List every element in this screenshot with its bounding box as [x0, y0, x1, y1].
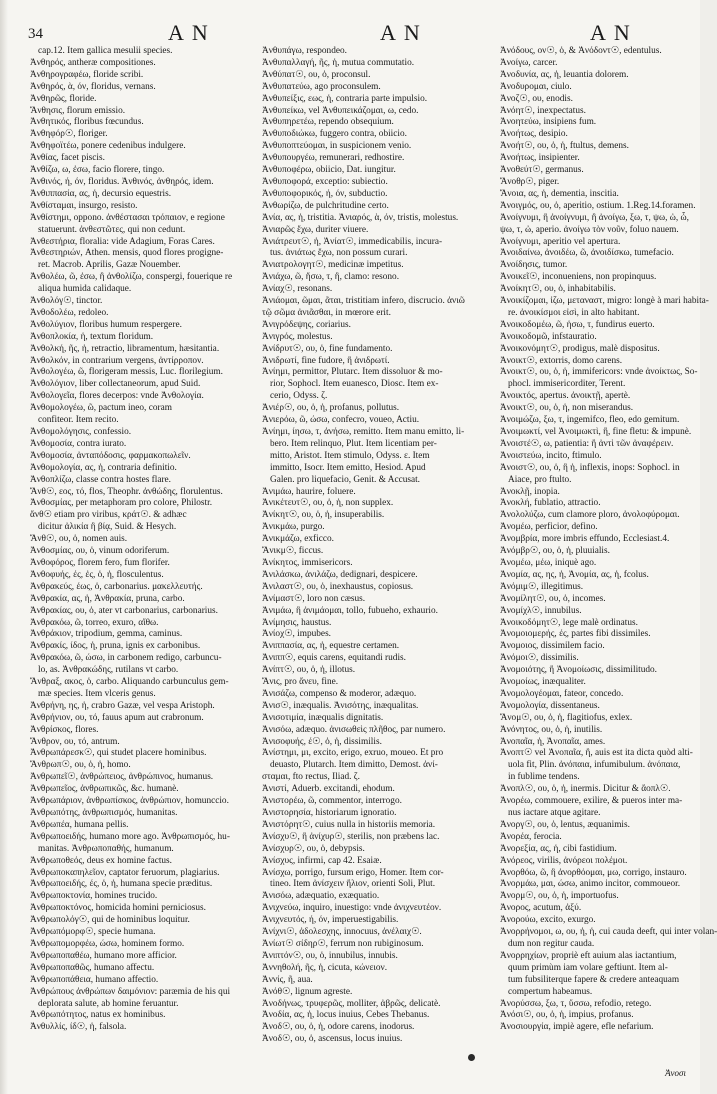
entry-line: Ἀνόμιμ☉, illegitimus. — [500, 581, 584, 592]
entry-line: Ἄνθ☉, εος, τό, flos, Theophr. ἀνθώδης, florulentus. — [30, 486, 223, 497]
entry-line: Ἀνθολκή, ῆς, ἡ, retractio, libramentum, hæsitantia. — [30, 343, 220, 354]
entry-line: Ἀνθρήνιον, ου, τό, fauus apum aut crabronum. — [30, 712, 204, 723]
entry-line: Ἀνθοσμίας, per metaphoram pro colore, Philostr. — [30, 498, 213, 509]
entry-line: Ἀνθράκιον, tripodium, gemma, caminus. — [30, 629, 183, 640]
entry-line: Ἀνθίσταμαι, insurgo, resisto. — [30, 200, 138, 211]
running-head-left: AN — [168, 20, 216, 45]
entry-line: Ἀνοδυνία, ας, ἡ, leuantia dolorem. — [500, 69, 629, 80]
entry-line: Ἀνθρωπότητος, natus ex hominibus. — [30, 1010, 166, 1021]
entry-line: Ἀνθίας, facet piscis. — [30, 153, 105, 164]
entry-line: Ἀνισοτιμία, inæqualis dignitatis. — [262, 712, 384, 723]
catchword: Ἀνοσι — [665, 1068, 686, 1078]
entry-line: Ἀνθηρός, antheræ compositiones. — [30, 57, 156, 68]
entry-line: Ἀνθρωπεῖ☉, ἀνθρώπειος, ἀνθρώπινος, humanus. — [30, 772, 214, 783]
entry-line: Ἀνόθ☉, lignum agreste. — [262, 986, 353, 997]
entry-line: Ἀνθολογέω, ῶ, florigeram messis, Luc. florilegium. — [30, 367, 223, 378]
entry-line: Ἀνοίκητ☉, ου, ὁ, inhabitabilis. — [500, 284, 616, 295]
entry-line: Ἀνοπτ☉ vel Ἀνοπαῖα, ἢ, auis est ita dicta quòd alti- — [500, 748, 693, 759]
entry-line: Ἀνθρακίας, ου, ὁ, ater vt carbonarius, carbonarius. — [30, 605, 218, 616]
entry-line: Ἀνιστί, Aduerb. excitandi, ehodum. — [262, 784, 395, 795]
entry-line: statuerunt. ἀνθεστῶτες, qui non cedunt. — [38, 224, 186, 235]
entry-line: Ἀνιγρόδεψης, coriarius. — [262, 319, 351, 330]
entry-line: Ἀνίμαστ☉, loro non cæsus. — [262, 593, 366, 604]
entry-line: Ἀνθρώπους ἀνθρώπων δαιμόνιον: paræmia de his qui — [30, 986, 231, 997]
entry-line: Ἀνιμάω, ἢ ἀνιμάομαι, tollo, fubueho, exhaurio. — [262, 605, 438, 616]
entry-line: Ἀνίοχ☉, impubes. — [262, 629, 332, 640]
entry-line: Ἀνοήτ☉, ου, ὁ, ἡ, ftultus, demens. — [500, 141, 629, 152]
entry-line: Ἀνιέρ☉, ου, ὁ, ἡ, profanus, pollutus. — [262, 403, 400, 414]
entry-line: Ἀνθολέω, ῶ, ἐσω, ἢ ἀνθολίζω, conspergi, fouerique re — [30, 272, 233, 283]
running-head-right: AN — [590, 20, 638, 45]
entry-line: Ἀνίαχ☉, resonans. — [262, 284, 333, 295]
entry-line: Ἀνθρωποπαθέω, humano more afficior. — [30, 950, 177, 961]
entry-line: Ἀνθύπατ☉, ου, ὁ, proconsul. — [262, 69, 371, 80]
entry-line: Ἀνορμ☉, ου, ὁ, ἡ, importuofus. — [500, 891, 619, 902]
entry-line: Ἀνίκητος, immisericors. — [262, 557, 353, 568]
entry-line: Ἀνισάζω, compenso & moderor, adæquo. — [262, 688, 417, 699]
entry-line: Ἀνθομολογία, ας, ἡ, contraria definitio. — [30, 462, 177, 473]
entry-line: Ἀνίδρυτ☉, ου, ὁ, fine fundamento. — [262, 343, 393, 354]
entry-line: Ἀνίσχυρ☉, ου, ὁ, debypsis. — [262, 843, 365, 854]
entry-line: Ἀνθρωποκαπηλεῖον, captator feruorum, plagiarius. — [30, 867, 220, 878]
entry-line: confiteor. Item recito. — [38, 415, 119, 426]
entry-line: Ἀνθομολογέω, ῶ, pactum ineo, coram — [30, 403, 172, 414]
ink-blot — [468, 1054, 475, 1061]
entry-line: Ἀνθρακίς, ίδος, ἡ, pruna, ignis ex carbonibus. — [30, 641, 201, 652]
entry-line: Ἀνισοφυής, έ☉, ὁ, ἡ, dissimilis. — [262, 736, 382, 747]
entry-line: quum primùm iam volare geftiunt. Item al- — [508, 962, 668, 973]
entry-line: lo, as. Ἀνθρακώδης, rutilans vt carbo. — [38, 665, 179, 676]
entry-line: Ἄνομ☉, ου, ὁ, ἡ, flagitiofus, exlex. — [500, 712, 633, 723]
entry-line: Ἀνθομοσία, ἀνταπόδοσις, φαρμακοπωλεῖν. — [30, 450, 191, 461]
entry-line: Ἀνθρακία, ας, ἡ, Ἀνθρακία, pruna, carbo. — [30, 593, 185, 604]
entry-line: Ἀνιστόρητ☉, cuius nulla in historiis memoria. — [262, 819, 436, 830]
entry-line: Ἀνόητ☉, inexpectatus. — [500, 105, 586, 116]
entry-line: deuasto, Plutarch. Item dimitto, Demost. ἀνί- — [270, 760, 438, 771]
entry-line: Ἀνιδρωτί, fine fudore, ἢ ἀνιδρωτί. — [262, 355, 390, 366]
entry-line: Ἀνθομοσία, contra iurato. — [30, 438, 127, 449]
entry-line: Ἀνορύσσω, ξω, τ, ὕσσω, refodio, retego. — [500, 998, 652, 1009]
entry-line: Ἀνομοιομερής, ές, partes fibi dissimiles. — [500, 629, 651, 640]
entry-line: Ἀνομολογέομαι, fateor, concedo. — [500, 688, 624, 699]
entry-line: Ἀνιστορέω, ῶ, commentor, interrogo. — [262, 796, 402, 807]
entry-line: Ἀνθρωπόμορφ☉, specie humana. — [30, 927, 156, 938]
entry-line: Ἄνθ☉, ου, ὁ, nomen auis. — [30, 534, 128, 545]
entry-line: Ἀνοιμωκτί, vel Ἀνοιμωκτὶ, ἢ, fine fletu: & impunè. — [500, 427, 692, 437]
entry-line: Ἀνοικοδόμητ☉, lege malè ordinatus. — [500, 617, 638, 628]
entry-line: Ἀνορέα, ferocia. — [500, 831, 562, 842]
entry-line: Ἀνθρίσκος, flores. — [30, 724, 99, 735]
entry-line: Ἀνθρωπέα, humana pellis. — [30, 819, 129, 830]
entry-line: Ἀνθρωποκτόνος, homicida homini perniciosus. — [30, 903, 206, 914]
entry-line: Ἀνθυποφορικός, ή, όν, subductio. — [262, 188, 388, 199]
entry-line: Ἄνοθρ☉, piger. — [500, 176, 560, 187]
entry-line: Ἀνομίλητ☉, ου, ὁ, incomes. — [500, 593, 606, 604]
entry-line: σταμαι, fto rectus, Iliad. ζ. — [262, 772, 360, 783]
entry-line: Ἀνορεξία, ας, ἡ, cibi fastidium. — [500, 843, 617, 854]
entry-line: Ἀνοίγω, carcer. — [500, 57, 558, 68]
entry-line: Ἀνόνητος, ου, ὁ, ἡ, inutilis. — [500, 724, 603, 735]
entry-line: Ἀνοικοδομέω, ῶ, ἡσω, τ, fundirus euerto. — [500, 319, 655, 330]
entry-line: Ἀνοίγνυμι, aperitio vel apertura. — [500, 236, 621, 247]
entry-line: Ἀνόρεος, virilis, ἀνόρεοι πολέμοι. — [500, 855, 628, 866]
entry-line: aliqua humida calidaque. — [38, 284, 132, 295]
entry-line: Ἀνθολόγ☉, tinctor. — [30, 296, 103, 307]
entry-line: Ἀνοιμώζω, ξω, τ, ingemifco, fleo, edo gemitum. — [500, 415, 680, 426]
entry-line: Ἀννίς, ῆ, aua. — [262, 974, 313, 985]
entry-line: Ἀνομοιος, dissimilem facio. — [500, 641, 605, 652]
entry-line: Ἀνθίζω, ω, ἐσω, facio florere, tingo. — [30, 165, 165, 176]
entry-line: Ἀνθυπείξις, εως, ἡ, contraria parte impulsio. — [262, 93, 428, 104]
entry-line: Ἀνθοφόρος, florem fero, fum florifer. — [30, 557, 170, 568]
entry-line: Ἀνοικίζομαι, ἰζω, μεταναστ, migro: longè à mari habita- — [500, 296, 709, 307]
entry-line: Ἀνομολογία, dissentaneus. — [500, 700, 600, 711]
entry-line: Ἀνοιστέ☉, ω, patientia: ἢ ἀντὶ τῶν ἀναφέρειν. — [500, 438, 674, 449]
entry-line: Ἀνοιστεύω, incito, ftimulo. — [500, 450, 602, 461]
entry-line: Ἀνθοδολέω, redoleo. — [30, 307, 109, 318]
entry-line: Ἀνοικοδομῶ, infstauratio. — [500, 331, 597, 342]
entry-line: Ἀνοιγμός, ου, ὁ, aperitio, ostium. 1.Reg.14.foramen. — [500, 200, 696, 211]
entry-columns — [0, 46, 717, 1066]
entry-line: Ἀνθυποφέρω, obiicio, Dat. iungitur. — [262, 165, 396, 176]
entry-line: Ἀνολολύζω, cum clamore ploro, ἀνολοφύρομαι. — [500, 510, 680, 521]
entry-line: Ἀνόδους, ον☉, ὁ, & Ἀνόδοντ☉, edentulus. — [500, 46, 662, 56]
entry-line: Ἀνοκλή, fublatio, attractio. — [500, 498, 601, 509]
entry-line: Ἀνομέω, μέω, iniquè ago. — [500, 557, 597, 568]
entry-line: Ἀνθοπλίζω, classe contra hostes flare. — [30, 474, 171, 485]
entry-line: Ἀνθηρός, ὰ, όν, floridus, vernans. — [30, 81, 156, 92]
entry-line: rior, Sophocl. Item euanesco, Diosc. Item ex- — [270, 379, 439, 390]
entry-line: Ἄνθρωπ☉, ου, ὁ, ἡ, homo. — [30, 760, 131, 771]
entry-line: tum fubsiliterque fapere & credere anteaquam — [508, 974, 680, 985]
entry-line: Ἀνοήτως, insipienter. — [500, 153, 580, 164]
entry-line: Ἀνοικεῖ☉, inconueniens, non propinquus. — [500, 272, 657, 283]
entry-line: Ἀνθυπαλλαγή, ῆς, ἡ, mutua commutatio. — [262, 57, 415, 68]
entry-line: Ἀνθρωποειδής, humano more ago. Ἀνθρωπισμός, hu- — [30, 831, 230, 842]
entry-line: Ἀνοδ☉, ου, ὁ, ἡ, odore carens, inodorus. — [262, 1022, 415, 1033]
entry-line: Ἀνθυποφορά, exceptio: subiectio. — [262, 176, 388, 187]
entry-line: Ἀνθυπουργέω, remunerari, redhostire. — [262, 153, 405, 164]
entry-line: Ἀνθρακόω, ῶ, torreo, exuro, αἴθω. — [30, 617, 159, 628]
entry-line: dicitur ἀλικία ἢ βίᾳ, Suid. & Hesych. — [38, 522, 177, 533]
entry-line: dum non regitur cauda. — [508, 938, 595, 949]
entry-line: Ἀνορθόω, ῶ, ἢ ἀνορθόομαι, μω, corrigo, instauro. — [500, 867, 687, 878]
entry-line: Ἀνίημι, ίησω, τ, ἀνήσω, remitto. Item manu emitto, li- — [262, 427, 465, 437]
entry-line: Ἀνθωρίζω, de pulchritudine certo. — [262, 200, 389, 211]
entry-line: bero. Item relinquo, Plut. Item licentiam per- — [270, 438, 437, 449]
entry-line: Ἀνιγρός, molestus. — [262, 331, 333, 342]
entry-line: Ἀνομέω, perficior, defino. — [500, 522, 598, 533]
entry-line: ψω, τ, ὠ, aperio. ἀνοίγω τὸν νοῦν, foluo nauem. — [500, 224, 679, 235]
entry-line: Ἄνθησις, florum emissio. — [30, 105, 126, 116]
entry-line: Ἀνορμάω, μαι, ώσω, animo incitor, commoueor. — [500, 879, 681, 890]
entry-line: Ἀνίστημι, μι, excito, erigo, exruo, moueo. Et pro — [262, 748, 444, 759]
entry-line: Ἀνίσχυ☉, ἢ ἀνίχυρ☉, sterilis, non præbens lac. — [262, 831, 440, 842]
entry-line: Ἀνθοφυής, ές, ἐς, ὁ, ἡ, flosculentus. — [30, 569, 164, 580]
entry-line: Ἀνόμοι☉, dissimilis. — [500, 653, 579, 664]
entry-line: Ἀνθρωποθεός, deus ex homine factus. — [30, 855, 173, 866]
entry-line: Ἀνοδία, ας, ἡ, locus inuius, Cebes Thebanus. — [262, 1010, 430, 1021]
entry-line: Ἀνθρωπάριον, ἀνθρωπίσκος, ἀνθρώπιον, homunccio. — [30, 796, 229, 807]
entry-line: Ἀνοικτ☉, ου, ὁ, ἡ, immifericors: vnde ἀνοίκτως, So- — [500, 367, 698, 378]
entry-line: Ἀνίημι, permittor, Plutarc. Item dissoluor & mo- — [262, 367, 443, 378]
entry-line: Ἀνοίδησις, tumor. — [500, 260, 568, 271]
entry-line: Ἀνιάχω, ῶ, ἤσω, τ, ἢ, clamo: resono. — [262, 272, 400, 283]
entry-line: Ἄνικμ☉, ficcus. — [262, 546, 324, 557]
entry-line: cerio, Odyss. ζ. — [270, 391, 328, 402]
entry-line: Ἀνιπτόν☉, ου, ὁ, innubilus, innubis. — [262, 950, 398, 961]
entry-line: Ἀνθηρογραφέω, floride scribi. — [30, 69, 144, 80]
entry-line: Ἀνθρωποκτονία, homines trucido. — [30, 891, 158, 902]
entry-line: Ἀνθολύγιον, floribus humum respergere. — [30, 319, 182, 330]
entry-line: Ἀνισ☉, inæqualis. Ἀνισότης, inæqualitas. — [262, 700, 419, 711]
entry-line: Ἀνθρωπεῖος, ἀνθρωπικῶς, &c. humanè. — [30, 784, 179, 795]
entry-line: cap.12. Item gallica mesulii species. — [38, 46, 173, 56]
entry-line: Ἀνοιστ☉, ου, ὁ, ἢ ἡ, inflexis, inops: Sophocl. in — [500, 462, 680, 473]
entry-line: Ἀνθυλλίς, ίδ☉, ἡ, falsola. — [30, 1022, 127, 1033]
entry-line: Ἀνθηρῶς, floride. — [30, 93, 97, 104]
entry-line: Ἀνοητεύω, insipiens fum. — [500, 117, 597, 128]
page-number: 34 — [28, 26, 43, 42]
entry-line: Ἀνθίστημι, oppono. ἀνθέστασαι τρόπαιον, e regione — [30, 212, 225, 223]
entry-line: Ἀνίσχω, porrigo, fursum erigo, Homer. Item cor- — [262, 867, 444, 878]
entry-line: Ἀνοδυρομαι, ciulo. — [500, 81, 572, 92]
entry-line: Ἀνομβρία, more imbris effundo, Ecclesiast.4. — [500, 534, 670, 545]
entry-line: ἄνθ☉ etiam pro viribus, κράτ☉. & adhæc — [30, 510, 187, 521]
entry-line: mæ species. Item vlceris genus. — [38, 688, 156, 699]
entry-line: Ἀνθυπάγω, respondeo. — [262, 46, 347, 56]
entry-line: Ἀνθηφόρ☉, floriger. — [30, 129, 108, 140]
entry-line: Ἄνθρον, ου, τό, antrum. — [30, 736, 120, 747]
entry-line: Ἀνθρωποειδής, ές, ὁ, ἡ, humana specie præditus. — [30, 879, 213, 890]
entry-line: Ἀνόμβρ☉, ου, ὁ, ἡ, pluuialis. — [500, 546, 610, 557]
entry-line: tineo. Item ἀνίσχειν ἥλιον, orienti Soli, Plut. — [270, 879, 436, 890]
entry-line: Ἀνοργ☉, ου, ὁ, lentus, æquanimis. — [500, 819, 630, 830]
entry-line: Ἀνικμάζω, exficco. — [262, 534, 334, 545]
entry-line: Ἀνίκητ☉, ου, ὁ, ἡ, insuperabilis. — [262, 510, 385, 521]
entry-line: Ἀνθρωπότης, ἀνθρωπισμός, humanitas. — [30, 808, 178, 818]
column-left — [30, 46, 252, 1066]
entry-line: Ἀνορρήνομοι, ω, ου, ἡ, ἡ, cui cauda deeft, qui inter volan- — [500, 927, 717, 938]
entry-line: Ἄνις, pro ἄνευ, fine. — [262, 677, 339, 688]
entry-line: uola fit, Plin. ἀνόπαια, infumibulum. ἀνόπαια, — [508, 760, 681, 771]
entry-line: Ἀνθυπηρετέω, rependo obsequium. — [262, 117, 394, 128]
entry-line: phocl. immisericorditer, Terent. — [508, 379, 626, 390]
entry-line: Ἀνοικτός, apertus. ἀνοικτῇ, apertè. — [500, 391, 631, 402]
entry-line: Ἀνορος, acutum, ἀξύ. — [500, 903, 582, 914]
column-right — [500, 46, 717, 1066]
entry-line: Ἀνθολόγιον, liber collectaneorum, apud Suid. — [30, 379, 201, 390]
entry-line: Ἀνθυπατεύω, ago proconsulem. — [262, 81, 381, 92]
entry-line: Ἀνιστορησία, historiarum ignoratio. — [262, 808, 397, 818]
entry-line: Ἀνοζ☉, ου, enodis. — [500, 93, 573, 104]
entry-line: Ἀνοκλῇ, inopia. — [500, 486, 560, 497]
entry-line: Ἀνία, ας, ἡ, tristitia. Ἀνιαρός, ὰ, όν, tristis, molestus. — [262, 212, 459, 223]
entry-line: Ἀνορέω, commouere, exilire, & pueros inter ma- — [500, 796, 683, 807]
entry-line: Ἀνθομολόγησις, confessio. — [30, 427, 132, 437]
entry-line: Ἀνιάομαι, ῶμαι, ᾶται, tristitiam infero, discrucio. ἀνιῶ — [262, 296, 465, 307]
entry-line: Ἀνιατρολογητ☉, medicinæ impetitus. — [262, 260, 404, 271]
entry-line: Ἀνομοιότης, ἢ Ἀνομοίωσις, dissimilitudo. — [500, 665, 658, 676]
entry-line: Ἀνθυποπτεύομαι, in suspicionem venio. — [262, 141, 412, 152]
entry-line: Ἀνορρηχίων, propriè eft auium alas iactantium, — [500, 950, 677, 961]
entry-line: Ἀνιμάω, haurire, foluere. — [262, 486, 356, 497]
entry-line: Ἀνίχνι☉, ἀδολεσχης, innocuus, ἀνέλαιχ☉. — [262, 927, 422, 938]
entry-line: Ἀνιχνεύω, inquiro, inuestigo: vnde ἀνιχνευτέον. — [262, 903, 442, 914]
entry-line: Ἀνθρακόω, ῶ, ώσω, in carbonem redigo, carbuncu- — [30, 653, 222, 664]
entry-line: re. ἀνοικίσμοι εἰσὶ, in alto habitant. — [508, 307, 640, 318]
entry-line: Ἀνοσιουργία, impiè agere, efle nefarium. — [500, 1022, 654, 1033]
entry-line: Ἀνιππασία, ας, ἡ, equestre certamen. — [262, 641, 400, 652]
entry-line: Ἀνίωτ☉ σίδηρ☉, ferrum non rubiginosum. — [262, 938, 424, 949]
entry-line: Ἀνομία, ας, ης, ἡ, Ἀνομία, ας, ἡ, fcolus. — [500, 569, 649, 580]
entry-line: mitto, Aristot. Item stimulo, Odyss. ε. Item — [270, 450, 430, 461]
entry-line: immitto, Isocr. Item emitto, Hesiod. Apud — [270, 462, 426, 473]
entry-line: Ἄνοια, ας, ἡ, dementia, inscitia. — [500, 188, 619, 199]
entry-line: Ἀνοίγνυμι, ἢ ἀνοίγνυμι, ἢ ἀνοίγω, ξω, τ, ψω, ὠ, ὦ, — [500, 212, 689, 223]
entry-line: Ἀνοπαῖα, ἡ, Ἀνοπαῖα, ames. — [500, 736, 606, 747]
entry-line: Aiace, pro ftulto. — [508, 474, 572, 485]
entry-line: in fublime tendens. — [508, 772, 580, 783]
entry-line: Ἀνιλαστ☉, ου, ὁ, inexhaustus, copiosus. — [262, 581, 414, 592]
entry-line: Ἀνθητικός, floribus fœcundus. — [30, 117, 144, 128]
entry-line: Ἀνορούω, excito, exurgo. — [500, 915, 596, 926]
entry-line: Ἀνιερόω, ῶ, ώσω, confecro, voueo, Actiu. — [262, 415, 420, 426]
entry-line: Ἀνθινός, ή, όν, floridus. Ἀνθινός, ἀνθηρός, idem. — [30, 176, 214, 187]
entry-line: tus. ἀνιάτως ἔχω, non possum curari. — [270, 248, 408, 259]
entry-line: Galen. pro liquefacio, Genit. & Accusat. — [270, 474, 420, 485]
entry-line: Ἀνοδήνως, τρυφερῶς, molliter, ἀβρῶς, delicatè. — [262, 998, 441, 1009]
entry-line: Ἀνθρήνη, ης, ἡ, crabro Gazæ, vel vespa Aristoph. — [30, 700, 215, 711]
entry-line: compertum habeamus. — [508, 986, 593, 997]
entry-line: Ἀνισόω, adæquo. ἀνισωθεὶς πλῆθος, par numero. — [262, 724, 446, 735]
entry-line: Ἀννηθολή, ῆς, ἡ, cicuta, κώνειον. — [262, 962, 388, 973]
entry-line: Ἀνθρωποπαθῶς, humano affectu. — [30, 962, 155, 973]
entry-line: Ἀνθρωπολόγ☉, qui de hominibus loquitur. — [30, 915, 190, 926]
entry-line: Ἀνιλάσκω, ἀνιλάζω, dedignari, despicere. — [262, 569, 418, 580]
entry-line: Ἀνομίχλ☉, innubilus. — [500, 605, 582, 616]
running-head-center: AN — [380, 20, 428, 45]
entry-line: Ἀνιππ☉, equis carens, equitandi rudis. — [262, 653, 406, 664]
entry-line: Ἀνοικτ☉, extorris, domo carens. — [500, 355, 623, 366]
entry-line: Ἀνοήτως, desipio. — [500, 129, 568, 140]
entry-line: nus iactare atque agitare. — [508, 808, 601, 818]
entry-line: Ἀνοθεύτ☉, germanus. — [500, 165, 584, 176]
entry-line: τῷ σῶμα ἀνιᾶσθαι, in mœrore erit. — [262, 307, 391, 318]
entry-line: ret. Macrob. Aprilis, Gazæ Nouember. — [38, 260, 181, 271]
entry-line: Ἀνιάτρευτ☉, ἡ, Ἀνίατ☉, immedicabilis, incura- — [262, 236, 443, 247]
entry-line: deplorata salute, ab homine feruantur. — [38, 998, 179, 1009]
entry-line: Ἀνικμάω, purgo. — [262, 522, 325, 533]
entry-line: Ἀνθρωπομορφέω, ώσω, hominem formo. — [30, 938, 185, 949]
entry-line: Ἀνιχνευτός, ή, όν, imperuestigabilis. — [262, 915, 399, 926]
entry-line: Ἀνομοίως, inæqualiter. — [500, 677, 586, 688]
entry-line: Ἀνθοπλοκία, ἡ, textum floridum. — [30, 331, 154, 342]
entry-line: Ἀνθολκόν, in contrarium vergens, ἀντίρροπον. — [30, 355, 204, 366]
entry-line: Ἀνθοσμίας, ου, ὁ, vinum odoriferum. — [30, 546, 170, 557]
entry-line: Ἀνίμησις, haustus. — [262, 617, 332, 628]
entry-line: Ἀνθεστήρια, floralia: vide Adagium, Foras Cares. — [30, 236, 215, 247]
entry-line: Ἀνοιδαίνω, ἀνοιδέω, ῶ, ἀνοιδίσκω, tumefacio. — [500, 248, 674, 259]
entry-line: Ἀνθιππασία, ας, ἡ, decursio equestris. — [30, 188, 172, 199]
entry-line: Ἀνθρωπάρεσκ☉, qui studet placere hominibus. — [30, 748, 207, 759]
entry-line: Ἀνθυπείκω, vel Ἀνθυπεικάζομαι, ω, cedo. — [262, 105, 419, 116]
entry-line: Ἄνθραξ, ακος, ὁ, carbo. Aliquando carbunculus gem- — [30, 677, 229, 688]
entry-line: manitas. Ἀνθρωποπαθής, humanum. — [38, 843, 174, 854]
entry-line: Ἀνθολογεῖα, flores decerpos: vnde Ἀνθολογία. — [30, 391, 204, 402]
entry-line: Ἀνθρωποπάθεια, humano affectio. — [30, 974, 159, 985]
entry-line: Ἀνιαρῶς ἔχω, duriter viuere. — [262, 224, 369, 235]
entry-line: Ἀνίπτ☉, ου, ὁ, ἡ, illotus. — [262, 665, 356, 676]
entry-line: Ἀνθηφοϊτέω, ponere cedenibus indulgere. — [30, 141, 186, 152]
entry-line: Ἀνοδ☉, ου, ὁ, ascensus, locus inuius. — [262, 1034, 403, 1045]
entry-line: Ἀνοικονόμητ☉, prodigus, malè dispositus. — [500, 343, 660, 354]
entry-line: Ἀνθεστηριών, Athen. mensis, quod flores progigne- — [30, 248, 224, 259]
entry-line: Ἀνισόω, adæquatio, exæquatio. — [262, 891, 380, 902]
entry-line: Ἀνόσι☉, ου, ὁ, ἡ, impius, profanus. — [500, 1010, 634, 1021]
entry-line: Ἀνοπλ☉, ου, ὁ, ἡ, inermis. Dicitur & ἄοπλ☉. — [500, 784, 671, 795]
entry-line: Ἀνίσχυς, infirmi, cap 42. Esaiæ. — [262, 855, 382, 866]
entry-line: Ἀνθυποδιώκω, fuggero contra, obiicio. — [262, 129, 407, 140]
entry-line: Ἀνοικτ☉, ου, ὁ, ἡ, non miserandus. — [500, 403, 634, 414]
entry-line: Ἀνθρακεύς, έως, ὁ, carbonarius. μακελλευτής. — [30, 581, 203, 592]
column-middle — [262, 46, 486, 1066]
entry-line: Ἀνικέτευτ☉, ου, ὁ, ἡ, non supplex. — [262, 498, 394, 509]
